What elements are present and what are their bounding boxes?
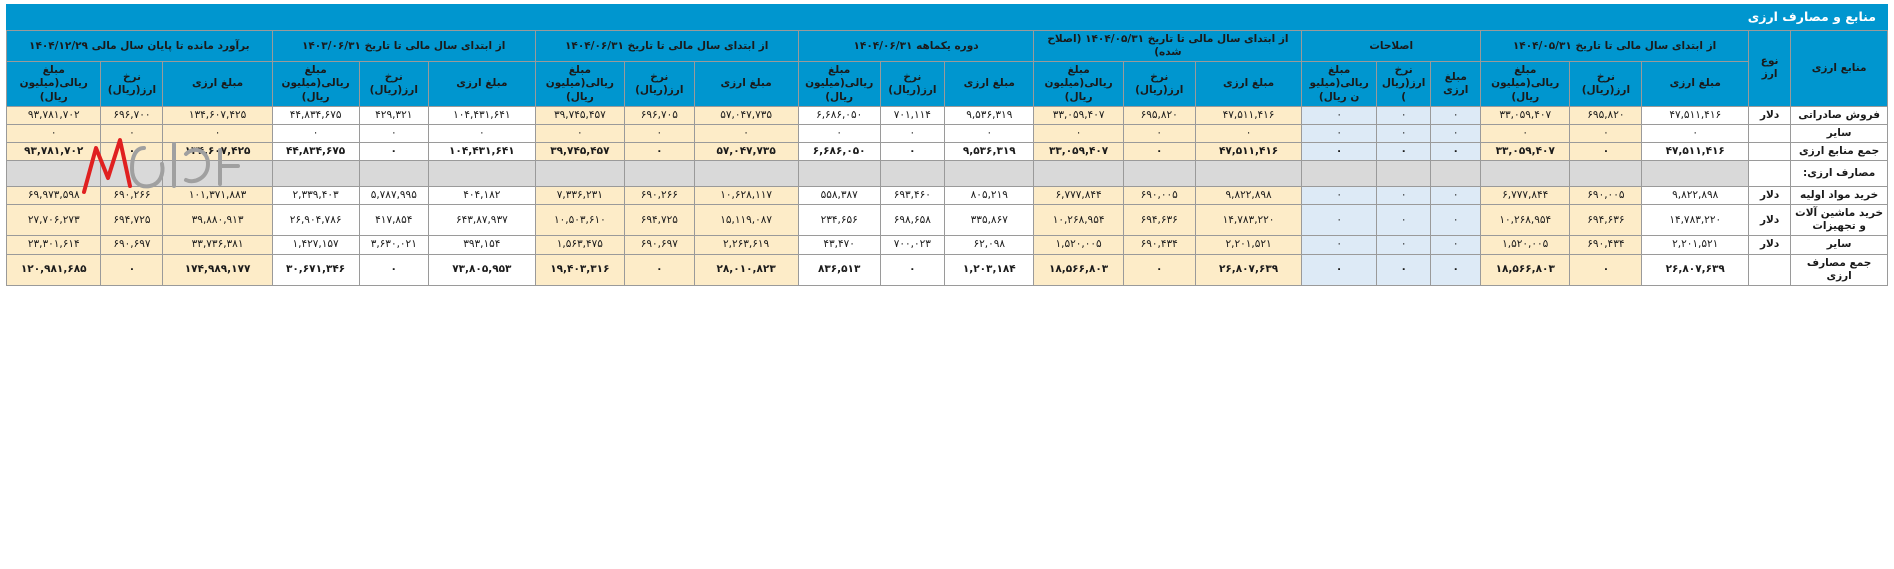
table-cell: ۴۴,۸۳۴,۶۷۵ — [272, 106, 359, 124]
table-cell: ۳۹,۷۴۵,۴۵۷ — [535, 142, 624, 160]
col-group-currency-type: نوع ارز — [1749, 31, 1791, 107]
table-cell: ۸۰۵,۲۱۹ — [945, 187, 1034, 205]
col-group-1403-06-31: از ابتدای سال مالی تا تاریخ ۱۴۰۳/۰۶/۳۱ — [272, 31, 535, 62]
table-cell: ۰ — [535, 124, 624, 142]
row-currency-type: دلار — [1749, 205, 1791, 236]
table-cell: ۱,۵۲۰,۰۰۵ — [1034, 236, 1123, 254]
table-cell: ۰ — [1570, 142, 1642, 160]
table-cell: ۱۰,۵۰۳,۶۱۰ — [535, 205, 624, 236]
subcol-amount-rial-3: مبلغ ریالی(میلیون ریال) — [1034, 62, 1123, 106]
table-head — [7, 31, 1888, 107]
table-cell: ۷۳,۸۰۵,۹۵۳ — [429, 254, 536, 285]
table-cell: ۲,۲۶۳,۶۱۹ — [694, 236, 798, 254]
table-cell — [694, 161, 798, 187]
table-cell: ۶۹۰,۴۳۴ — [1123, 236, 1195, 254]
table-cell: ۶۲,۰۹۸ — [945, 236, 1034, 254]
table-row — [7, 187, 1888, 205]
table-cell: ۰ — [429, 124, 536, 142]
subcol-amount-fx-6: مبلغ ارزی — [429, 62, 536, 106]
table-cell: ۰ — [880, 142, 945, 160]
col-group-1404-06-31: از ابتدای سال مالی تا تاریخ ۱۴۰۴/۰۶/۳۱ — [535, 31, 798, 62]
table-cell — [1195, 161, 1302, 187]
table-cell: ۲,۲۰۱,۵۲۱ — [1642, 236, 1749, 254]
table-cell: ۳۳,۰۵۹,۴۰۷ — [1034, 142, 1123, 160]
table-cell: ۳۹,۷۴۵,۴۵۷ — [535, 106, 624, 124]
table-cell: ۶۹۳,۴۶۰ — [880, 187, 945, 205]
table-cell: ۱۷۴,۹۸۹,۱۷۷ — [163, 254, 272, 285]
subcol-amount-fx-4: مبلغ ارزی — [945, 62, 1034, 106]
table-row — [7, 161, 1888, 187]
table-cell: ۰ — [880, 254, 945, 285]
table-cell: ۰ — [1431, 124, 1481, 142]
table-cell: ۴۰۴,۱۸۲ — [429, 187, 536, 205]
table-cell: ۵۷,۰۴۷,۷۳۵ — [694, 106, 798, 124]
table-cell: ۰ — [1570, 124, 1642, 142]
table-cell: ۵۷,۰۴۷,۷۳۵ — [694, 142, 798, 160]
table-row — [7, 254, 1888, 285]
table-cell: ۰ — [798, 124, 880, 142]
table-cell: ۰ — [101, 142, 163, 160]
table-cell: ۳۰,۶۷۱,۳۴۶ — [272, 254, 359, 285]
table-cell: ۱,۵۶۳,۴۷۵ — [535, 236, 624, 254]
table-cell: ۶۹۸,۶۵۸ — [880, 205, 945, 236]
row-currency-type: دلار — [1749, 187, 1791, 205]
table-cell: ۱۰,۶۲۸,۱۱۷ — [694, 187, 798, 205]
table-cell: ۰ — [1195, 124, 1302, 142]
table-cell: ۰ — [1302, 254, 1376, 285]
table-cell: ۴۷,۵۱۱,۴۱۶ — [1195, 142, 1302, 160]
row-label: جمع منابع ارزی — [1791, 142, 1888, 160]
table-cell — [1034, 161, 1123, 187]
row-label: مصارف ارزی: — [1791, 161, 1888, 187]
table-cell — [1302, 161, 1376, 187]
table-cell: ۰ — [1642, 124, 1749, 142]
subcol-amount-rial-6: مبلغ ریالی(میلیون ریال) — [272, 62, 359, 106]
table-cell: ۳۹۳,۱۵۴ — [429, 236, 536, 254]
table-cell: ۱۹,۴۰۳,۳۱۶ — [535, 254, 624, 285]
table-cell: ۰ — [625, 254, 694, 285]
subcol-amount-rial-4: مبلغ ریالی(میلیون ریال) — [798, 62, 880, 106]
table-cell: ۱,۵۲۰,۰۰۵ — [1481, 236, 1570, 254]
table-cell: ۰ — [1431, 236, 1481, 254]
table-cell: ۶۹۶,۷۰۵ — [625, 106, 694, 124]
table-cell: ۶,۷۷۷,۸۴۴ — [1481, 187, 1570, 205]
table-cell: ۰ — [1302, 106, 1376, 124]
table-body — [7, 106, 1888, 285]
table-cell: ۰ — [1431, 254, 1481, 285]
table-cell: ۶۹۰,۲۶۶ — [101, 187, 163, 205]
table-cell — [429, 161, 536, 187]
table-cell: ۰ — [1431, 187, 1481, 205]
table-row — [7, 205, 1888, 236]
table-cell: ۴۲۹,۳۲۱ — [359, 106, 428, 124]
col-group-1404-05-31: از ابتدای سال مالی تا تاریخ ۱۴۰۴/۰۵/۳۱ — [1481, 31, 1749, 62]
table-cell: ۴۱۷,۸۵۴ — [359, 205, 428, 236]
table-cell — [1376, 161, 1431, 187]
row-currency-type — [1749, 254, 1791, 285]
subcol-rate-1: نرخ ارز(ریال) — [1570, 62, 1642, 106]
subcol-amount-fx-3: مبلغ ارزی — [1195, 62, 1302, 106]
table-cell: ۱۸,۵۶۶,۸۰۳ — [1034, 254, 1123, 285]
table-cell: ۱۰۴,۴۳۱,۶۴۱ — [429, 106, 536, 124]
table-cell: ۶۹۴,۶۳۶ — [1123, 205, 1195, 236]
table-cell: ۰ — [1123, 254, 1195, 285]
table-cell: ۰ — [359, 254, 428, 285]
table-cell: ۲۳۴,۶۵۶ — [798, 205, 880, 236]
table-cell: ۹,۵۳۶,۳۱۹ — [945, 142, 1034, 160]
table-cell: ۳۳,۰۵۹,۴۰۷ — [1034, 106, 1123, 124]
table-cell: ۶۹۰,۰۰۵ — [1570, 187, 1642, 205]
col-group-one-month-period: دوره یکماهه ۱۴۰۴/۰۶/۳۱ — [798, 31, 1034, 62]
table-cell: ۹,۸۲۲,۸۹۸ — [1195, 187, 1302, 205]
subcol-rate-5: نرخ ارز(ریال) — [625, 62, 694, 106]
table-cell: ۰ — [1123, 124, 1195, 142]
table-cell: ۰ — [1376, 205, 1431, 236]
table-cell: ۰ — [1376, 236, 1431, 254]
table-cell — [1642, 161, 1749, 187]
table-cell: ۰ — [1481, 124, 1570, 142]
table-cell: ۱۰,۲۶۸,۹۵۴ — [1034, 205, 1123, 236]
table-group-header-row — [7, 31, 1888, 62]
table-cell — [1123, 161, 1195, 187]
table-cell: ۴۷,۵۱۱,۴۱۶ — [1195, 106, 1302, 124]
table-cell: ۱۰,۲۶۸,۹۵۴ — [1481, 205, 1570, 236]
table-cell: ۰ — [1034, 124, 1123, 142]
table-cell: ۳۹,۸۸۰,۹۱۳ — [163, 205, 272, 236]
foreign-currency-table — [6, 30, 1888, 286]
row-label: جمع مصارف ارزی — [1791, 254, 1888, 285]
table-cell: ۱۰۱,۳۷۱,۸۸۳ — [163, 187, 272, 205]
table-cell: ۲۸,۰۱۰,۸۲۳ — [694, 254, 798, 285]
table-cell: ۱۸,۵۶۶,۸۰۳ — [1481, 254, 1570, 285]
table-cell: ۰ — [272, 124, 359, 142]
table-cell: ۰ — [1376, 142, 1431, 160]
table-cell: ۲۳,۳۰۱,۶۱۴ — [7, 236, 101, 254]
page-title: منابع و مصارف ارزی — [6, 4, 1888, 30]
row-label: سایر — [1791, 236, 1888, 254]
table-cell: ۰ — [1431, 106, 1481, 124]
table-cell: ۶۹۰,۶۹۷ — [625, 236, 694, 254]
table-cell: ۰ — [1431, 142, 1481, 160]
table-cell — [1431, 161, 1481, 187]
table-cell: ۷,۳۳۶,۲۳۱ — [535, 187, 624, 205]
table-cell: ۴۳,۴۷۰ — [798, 236, 880, 254]
table-cell: ۹۳,۷۸۱,۷۰۲ — [7, 106, 101, 124]
table-cell: ۳۳,۷۳۶,۳۸۱ — [163, 236, 272, 254]
subcol-rate-3: نرخ ارز(ریال) — [1123, 62, 1195, 106]
table-cell: ۱,۲۰۳,۱۸۴ — [945, 254, 1034, 285]
table-cell: ۴۴,۸۳۴,۶۷۵ — [272, 142, 359, 160]
table-cell: ۰ — [1302, 236, 1376, 254]
col-group-year-end-forecast: برآورد مانده تا پایان سال مالی ۱۴۰۴/۱۲/۲۹ — [7, 31, 273, 62]
table-cell: ۶۴۳,۸۷,۹۳۷ — [429, 205, 536, 236]
table-cell: ۶۹۶,۷۰۰ — [101, 106, 163, 124]
subcol-amount-fx-5: مبلغ ارزی — [694, 62, 798, 106]
table-cell: ۶,۷۷۷,۸۴۴ — [1034, 187, 1123, 205]
table-cell: ۰ — [1123, 142, 1195, 160]
table-cell: ۶۹۵,۸۲۰ — [1570, 106, 1642, 124]
table-cell: ۶۹۰,۲۶۶ — [625, 187, 694, 205]
table-cell: ۸۳۶,۵۱۳ — [798, 254, 880, 285]
table-cell: ۶۹۰,۶۹۷ — [101, 236, 163, 254]
table-cell: ۳۳,۰۵۹,۴۰۷ — [1481, 106, 1570, 124]
table-cell: ۶۹۰,۰۰۵ — [1123, 187, 1195, 205]
table-cell: ۹,۸۲۲,۸۹۸ — [1642, 187, 1749, 205]
table-cell: ۲۶,۹۰۴,۷۸۶ — [272, 205, 359, 236]
table-cell — [101, 161, 163, 187]
subcol-rate-4: نرخ ارز(ریال) — [880, 62, 945, 106]
row-label: سایر — [1791, 124, 1888, 142]
subcol-amount-fx-7: مبلغ ارزی — [163, 62, 272, 106]
table-row — [7, 236, 1888, 254]
table-sub-header-row — [7, 62, 1888, 106]
col-group-row-label: منابع ارزی — [1791, 31, 1888, 107]
row-currency-type — [1749, 142, 1791, 160]
table-cell: ۰ — [625, 124, 694, 142]
table-cell: ۰ — [359, 124, 428, 142]
row-label: خرید مواد اولیه — [1791, 187, 1888, 205]
table-cell: ۶,۶۸۶,۰۵۰ — [798, 142, 880, 160]
table-cell: ۰ — [1431, 205, 1481, 236]
table-cell: ۰ — [1302, 205, 1376, 236]
table-cell: ۰ — [101, 254, 163, 285]
col-group-1404-05-31-adjusted: از ابتدای سال مالی تا تاریخ ۱۴۰۴/۰۵/۳۱ (اصلاح شده) — [1034, 31, 1302, 62]
row-label: فروش صادراتی — [1791, 106, 1888, 124]
table-cell: ۰ — [7, 124, 101, 142]
table-cell: ۰ — [694, 124, 798, 142]
row-label: خرید ماشین آلات و تجهیزات — [1791, 205, 1888, 236]
table-cell: ۶۹۰,۴۳۴ — [1570, 236, 1642, 254]
table-cell: ۲۶,۸۰۷,۶۳۹ — [1642, 254, 1749, 285]
table-row — [7, 106, 1888, 124]
table-row — [7, 124, 1888, 142]
table-cell: ۰ — [163, 124, 272, 142]
table-cell: ۱۰۴,۴۳۱,۶۴۱ — [429, 142, 536, 160]
table-cell: ۵,۷۸۷,۹۹۵ — [359, 187, 428, 205]
table-cell: ۰ — [1376, 106, 1431, 124]
table-cell: ۰ — [1376, 254, 1431, 285]
table-cell: ۲,۲۰۱,۵۲۱ — [1195, 236, 1302, 254]
table-cell: ۷۰۱,۱۱۴ — [880, 106, 945, 124]
table-cell: ۰ — [1302, 142, 1376, 160]
table-cell — [535, 161, 624, 187]
table-cell — [359, 161, 428, 187]
subcol-rate-2: نرخ ارز(ریال) — [1376, 62, 1431, 106]
table-cell — [945, 161, 1034, 187]
subcol-amount-fx-1: مبلغ ارزی — [1642, 62, 1749, 106]
table-cell: ۰ — [880, 124, 945, 142]
table-cell: ۰ — [1302, 124, 1376, 142]
table-cell: ۱۴,۷۸۳,۲۲۰ — [1195, 205, 1302, 236]
table-cell — [272, 161, 359, 187]
col-group-adjustments: اصلاحات — [1302, 31, 1481, 62]
row-currency-type — [1749, 124, 1791, 142]
subcol-amount-fx-2: مبلغ ارزی — [1431, 62, 1481, 106]
table-cell: ۲۶,۸۰۷,۶۳۹ — [1195, 254, 1302, 285]
table-cell: ۶۹۴,۷۲۵ — [101, 205, 163, 236]
table-cell: ۲,۳۳۹,۴۰۳ — [272, 187, 359, 205]
table-cell: ۹,۵۳۶,۳۱۹ — [945, 106, 1034, 124]
table-cell: ۰ — [625, 142, 694, 160]
table-cell: ۳۳۵,۸۶۷ — [945, 205, 1034, 236]
table-cell — [798, 161, 880, 187]
table-cell: ۰ — [1376, 124, 1431, 142]
table-cell — [880, 161, 945, 187]
table-cell — [163, 161, 272, 187]
table-cell: ۱۲۰,۹۸۱,۶۸۵ — [7, 254, 101, 285]
table-row — [7, 142, 1888, 160]
table-cell: ۷۰۰,۰۲۳ — [880, 236, 945, 254]
table-cell: ۶۹,۹۷۳,۵۹۸ — [7, 187, 101, 205]
row-currency-type: دلار — [1749, 236, 1791, 254]
subcol-amount-rial-5: مبلغ ریالی(میلیون ریال) — [535, 62, 624, 106]
table-cell: ۶۹۴,۶۳۶ — [1570, 205, 1642, 236]
table-cell: ۳,۶۳۰,۰۲۱ — [359, 236, 428, 254]
table-cell — [1570, 161, 1642, 187]
table-cell: ۰ — [945, 124, 1034, 142]
table-cell: ۴۷,۵۱۱,۴۱۶ — [1642, 142, 1749, 160]
subcol-rate-6: نرخ ارز(ریال) — [359, 62, 428, 106]
subcol-amount-rial-7: مبلغ ریالی(میلیون ریال) — [7, 62, 101, 106]
table-cell: ۲۷,۷۰۶,۲۷۳ — [7, 205, 101, 236]
table-cell: ۱۵,۱۱۹,۰۸۷ — [694, 205, 798, 236]
row-currency-type — [1749, 161, 1791, 187]
row-currency-type: دلار — [1749, 106, 1791, 124]
table-cell: ۶,۶۸۶,۰۵۰ — [798, 106, 880, 124]
subcol-rate-7: نرخ ارز(ریال) — [101, 62, 163, 106]
table-cell — [7, 161, 101, 187]
table-cell: ۱۴,۷۸۳,۲۲۰ — [1642, 205, 1749, 236]
table-cell: ۱۳۴,۶۰۷,۴۲۵ — [163, 106, 272, 124]
subcol-amount-rial-2: مبلغ ریالی(میلیون ریال) — [1302, 62, 1376, 106]
table-cell: ۶۹۴,۷۲۵ — [625, 205, 694, 236]
table-cell: ۵۵۸,۳۸۷ — [798, 187, 880, 205]
table-cell: ۱۳۴,۶۰۷,۴۲۵ — [163, 142, 272, 160]
table-cell: ۶۹۵,۸۲۰ — [1123, 106, 1195, 124]
subcol-amount-rial-1: مبلغ ریالی(میلیون ریال) — [1481, 62, 1570, 106]
table-cell: ۰ — [359, 142, 428, 160]
table-cell: ۰ — [1570, 254, 1642, 285]
table-cell — [1481, 161, 1570, 187]
table-cell — [625, 161, 694, 187]
table-cell: ۰ — [1376, 187, 1431, 205]
table-cell: ۰ — [101, 124, 163, 142]
table-cell: ۰ — [1302, 187, 1376, 205]
table-cell: ۴۷,۵۱۱,۴۱۶ — [1642, 106, 1749, 124]
table-cell: ۹۳,۷۸۱,۷۰۲ — [7, 142, 101, 160]
table-cell: ۱,۴۲۷,۱۵۷ — [272, 236, 359, 254]
table-cell: ۳۳,۰۵۹,۴۰۷ — [1481, 142, 1570, 160]
